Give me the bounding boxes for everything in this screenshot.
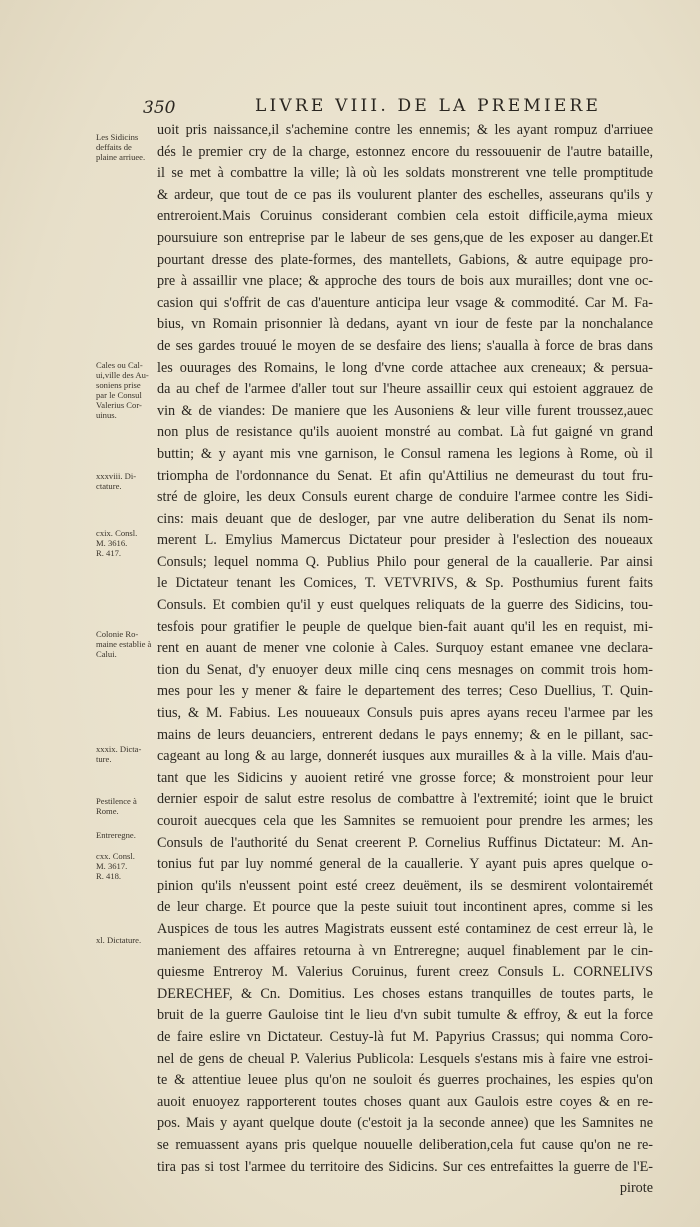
text-line: bius, vn Romain prisonnier là dedans, ayant vn iour de feste par la nonchalance xyxy=(157,316,653,333)
text-line: te & attentiue leuee plus qu'on ne souloit és guerres prochaines, les espies qu'on xyxy=(157,1072,653,1089)
text-line: les ouurages des Romains, le long d'vne corde attachee aux creneaux; & persua- xyxy=(157,359,653,376)
text-line: cins: mais deuant que de desloger, par vne autre deliberation du Senat ils nom- xyxy=(157,510,653,527)
text-line: non plus de resistance qu'ils auoient monstré au combat. Là fut gaigné vn grand xyxy=(157,424,653,441)
margin-note: Les Sidicins deffaits de plaine arriuee. xyxy=(96,132,146,162)
text-line: vin & de viandes: De maniere que les Ausoniens & leur ville furent troussez,auec xyxy=(157,402,653,419)
text-line: Consuls de l'authorité du Senat creerent P. Cornelius Ruffinus Dictateur: M. An- xyxy=(157,834,653,851)
text-line: Consuls; lequel nomma Q. Publius Philo pour general de la cauallerie. Par ainsi xyxy=(157,553,653,570)
margin-notes xyxy=(0,0,160,1227)
catchword: pirote xyxy=(619,1180,653,1197)
text-line: pinion qu'ils n'eussent point esté creez deuëment, ils se desmirent volontairemét xyxy=(157,877,653,894)
margin-note: cxix. Consl. M. 3616. R. 417. xyxy=(96,528,138,558)
text-line: pourtant dresse des plate-formes, des mantellets, Gabions, & autre equipage pro- xyxy=(157,251,653,268)
text-line: triompha de l'ordonnance du Senat. Et afin qu'Attilius ne demeurast du tout fru- xyxy=(157,467,653,484)
text-line: le Dictateur tenant les Comices, T. VETVRIVS, & Sp. Posthumius furent faits xyxy=(157,575,653,592)
text-line: uoit pris naissance,il s'achemine contre les ennemis; & les ayant rompuz d'arriuee xyxy=(157,122,653,138)
text-line: DERECHEF, & Cn. Domitius. Les choses estans tranquilles de toutes parts, le xyxy=(157,985,653,1002)
text-line: se remuassent ayans pris quelque nouuelle deliberation,cela fut cause qu'on ne re- xyxy=(157,1136,653,1153)
text-line: Consuls. Et combien qu'il y eust quelques reliquats de la guerre des Sidicins, tou- xyxy=(157,597,653,614)
text-line: da au chef de l'armee d'aller tout sur l'heure assaillir ceux qui estoient aggrauez de xyxy=(157,381,653,398)
page-number: 350 xyxy=(143,98,176,118)
text-line: Auspices de tous les autres Magistrats eussent esté contaminez de cest erreur là, le xyxy=(157,920,653,937)
margin-note: Entreregne. xyxy=(96,830,136,840)
text-line: pre à assaillir vne place; & approche des tours de bois aux murailles; dont vne oc- xyxy=(157,273,653,290)
text-line: dés le premier cry de la charge, estonnez encore du ressouuenir de l'autre bataille, xyxy=(157,143,653,160)
text-line: pos. Mais y ayant quelque doute (c'estoit ja la seconde annee) que les Samnites ne xyxy=(157,1115,653,1132)
text-line: rent en auant de mener vne colonie à Cales. Surquoy estant emanee vne declara- xyxy=(157,640,653,657)
text-line: de ses gardes trouué le moyen de se desfaire des liens; s'aualla à force de bras dans xyxy=(157,337,653,354)
text-line: couroit auecques cela que les Samnites se remuoient pour prendre les armes; les xyxy=(157,813,653,829)
text-line: nel de gens de cheual P. Valerius Publicola: Lesquels s'estans mis à faire vne estroi- xyxy=(157,1050,653,1067)
text-line: poursuiure son entreprise par le labeur de ses gens,que de les exposer au danger.Et xyxy=(157,229,653,246)
margin-note: Pestilence à Rome. xyxy=(96,796,137,816)
text-line: auoit enuoyez rapporterent toutes choses quant aux Gaulois estre coyes & en re- xyxy=(157,1093,653,1110)
text-line: tira pas si tost l'armee du territoire des Sidicins. Sur ces entrefaittes la guerre de l'E- xyxy=(157,1158,653,1175)
text-line: tius, & M. Fabius. Les nouueaux Consuls puis apres ayans receu l'armee par les xyxy=(157,705,653,722)
text-line: entreroient.Mais Coruinus considerant combien cela estoit difficile,ayma mieux xyxy=(157,208,653,225)
text-line: tion du Senat, d'y enuoyer deux mille cinq cens mesnages on commit trois hom- xyxy=(157,661,653,678)
text-line: tesfois pour gratifier le peuple de quelque bien-fait auant qu'il les en requist, mi- xyxy=(157,618,653,635)
margin-note: Cales ou Cal- ui,ville des Au- soniens prise par le Consul Valerius Cor- uinus. xyxy=(96,360,149,420)
text-line: stré de gloire, les deux Consuls eurent charge de conduire l'armee contre les Sidi- xyxy=(157,489,653,506)
text-line: dernier espoir de salut estre resolus de combattre à l'extremité; ioint que le bruict xyxy=(157,791,653,808)
text-line: il se met à combattre la ville; là où les soldats monstrerent vne telle promptitude xyxy=(157,165,653,182)
text-line: mes pour les y mener & faire le departement des terres; Ceso Duellius, T. Quin- xyxy=(157,683,653,700)
text-line: cageant au long & au large, donnerét iusques aux murailles & à la ville. Mais d'au- xyxy=(157,748,653,765)
text-line: quiesme Entreroy M. Valerius Coruinus, furent creez Consuls L. CORNELIVS xyxy=(157,964,653,981)
text-line: bruit de la guerre Gauloise tint le lieu d'vn subit tumulte & effroy, & eut la force xyxy=(157,1007,653,1024)
running-title: LIVRE VIII. DE LA PREMIERE xyxy=(255,96,602,116)
text-line: de leur charge. Et pource que la peste suiuit tout incontinent apres, comme si les xyxy=(157,899,653,916)
text-line: de faire eslire vn Dictateur. Cestuy-là fut M. Papyrius Crassus; qui nomma Coro- xyxy=(157,1028,653,1045)
margin-note: xxxix. Dicta- ture. xyxy=(96,744,142,764)
text-line: merent L. Emylius Mamercus Dictateur pour presider à l'eslection des noueaux xyxy=(157,532,653,549)
text-line: tonius fut par luy nommé general de la cauallerie. Y ayant puis apres quelque o- xyxy=(157,856,653,873)
margin-note: xl. Dictature. xyxy=(96,935,142,945)
text-line: & ardeur, que tout de ce pas ils voulurent planter des eschelles, asseurans qu'ils y xyxy=(157,186,653,203)
margin-note: Colonie Ro- maine establie à Calui. xyxy=(96,629,152,659)
text-line: buttin; & y ayant mis vne garnison, le Consul ramena les legions à Rome, où il xyxy=(157,445,653,462)
body-text xyxy=(157,120,653,1200)
page-header xyxy=(143,96,663,122)
text-line: tant que les Sidicins y auoient retiré vne grosse force; & monstroient pour leur xyxy=(157,769,653,786)
margin-note: cxx. Consl. M. 3617. R. 418. xyxy=(96,851,135,881)
text-line: mains de leurs deuanciers, entrerent dedans le pays ennemy; & en le pillant, sac- xyxy=(157,726,653,743)
text-line: casion qui s'offrit de cas d'auenture anticipa leur vsage & commodité. Car M. Fa- xyxy=(157,294,653,311)
margin-note: xxxviii. Di- ctature. xyxy=(96,471,137,491)
text-line: maniement des affaires retourna à vn Entreregne; auquel finablement par le cin- xyxy=(157,942,653,959)
